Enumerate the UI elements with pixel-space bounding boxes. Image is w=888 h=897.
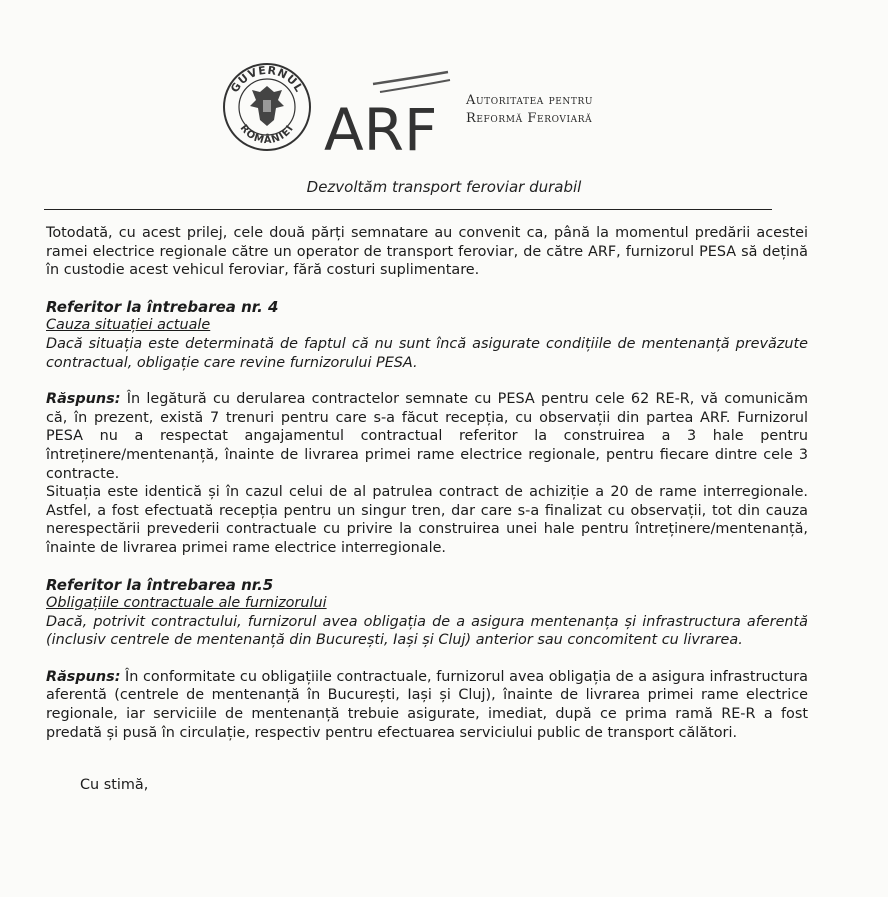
question-5-subheading: Obligațiile contractuale ale furnizorului — [46, 595, 327, 612]
government-seal-icon — [222, 62, 312, 152]
arf-logo — [318, 70, 458, 160]
logo-text: ARF — [324, 96, 438, 160]
svg-text:ROMÂNIEI: ROMÂNIEI — [237, 122, 297, 147]
answer-5-text: În conformitate cu obligațiile contractuale, furnizorul avea obligația de a asigura infrastructura aferentă (centrele de mentenanță în București, Iași și Cluj), înainte de livrarea primei rame electrice regionale, iar serviciile de mentenanță trebuie asigurate, imediat, după ce prima ramă RE-R a fost predată și pusă în circulație, respectiv pentru efectuarea serviciului public de transport călători. — [46, 668, 808, 741]
answer-4-paragraph-2: Situația este identică și în cazul celui de al patrulea contract de achiziție a 20 de rame interregionale. Astfel, a fost efectuată recepția pentru un singur tren, dar care s-a finalizat cu observații, tot din cauza nerespectării prevederii contractuale cu privire la construirea unei hale pentru întreținere/mentenanță, înainte de livrarea primei rame electrice interregionale. — [46, 484, 808, 556]
answer-4-text-1: În legătură cu derularea contractelor semnate cu PESA pentru cele 62 RE-R, vă comunicăm că, în prezent, există 7 trenuri pentru care s-a făcut recepția, cu observații din partea ARF. Furnizorul PESA nu a respectat angajamentul contractual referitor la construirea a 3 hale pentru întreținere/mentenanță, înainte de livrarea primei rame electrice regionale, pentru fiecare dintre cele 3 contracte. — [46, 391, 808, 482]
agency-line-2: Reformă Feroviară — [466, 111, 593, 126]
answer-5-paragraph — [46, 668, 808, 742]
question-4-heading: Referitor la întrebarea nr. 4 — [46, 297, 279, 316]
question-5-heading: Referitor la întrebarea nr.5 — [46, 575, 274, 594]
closing-salutation: Cu stimă, — [80, 777, 149, 794]
question-4-text: Dacă situația este determinată de faptul că nu sunt încă asigurate condițiile de mentenanță prevăzute contractual, obligație care revine furnizorului PESA. — [46, 335, 808, 371]
header-divider — [44, 209, 772, 210]
answer-5-label: Răspuns: — [46, 668, 121, 685]
agency-name — [466, 92, 593, 128]
question-5-text: Dacă, potrivit contractului, furnizorul avea obligația de a asigura mentenanța și infrastructura aferentă (inclusiv centrele de mentenanță din București, Iași și Cluj) anterior sau concomitent cu livrarea. — [46, 613, 808, 649]
intro-paragraph: Totodată, cu acest prilej, cele două părți semnatare au convenit ca, până la momentul predării acestei ramei electrice regionale către un operator de transport feroviar, de către ARF, furnizorul PESA să dețină în custodie acest vehicul feroviar, fără costuri suplimentare. — [46, 225, 808, 279]
svg-text:GUVERNUL: GUVERNUL — [228, 63, 306, 95]
answer-4-label: Răspuns: — [46, 391, 121, 408]
motto: Dezvoltăm transport feroviar durabil — [306, 178, 582, 196]
question-4-subheading: Cauza situației actuale — [46, 317, 211, 334]
letter-body — [46, 224, 808, 795]
letterhead — [0, 0, 888, 220]
agency-line-1: Autoritatea pentru — [466, 93, 594, 108]
answer-4-paragraph-1 — [46, 390, 808, 483]
